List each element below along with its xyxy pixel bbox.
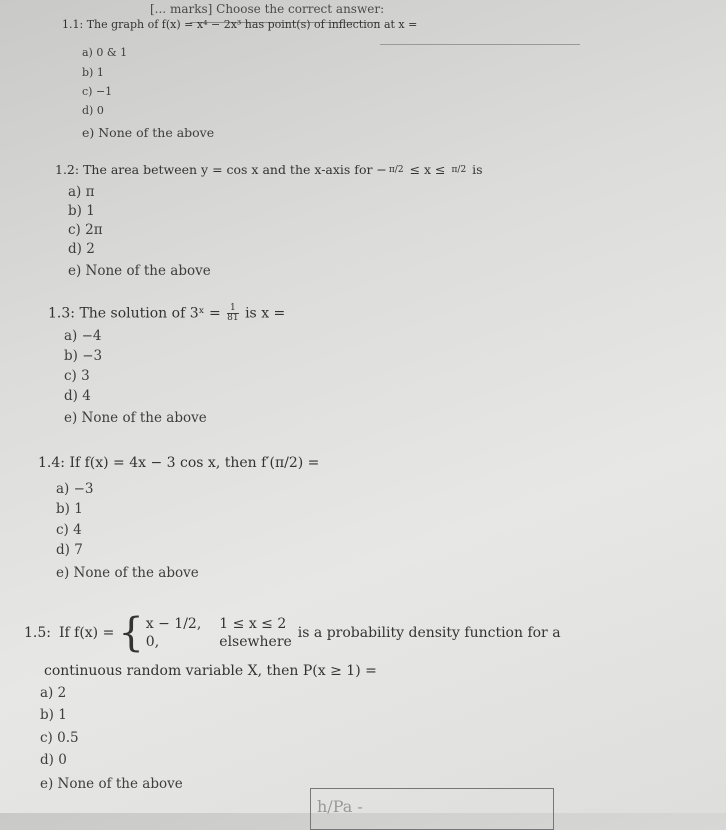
q5-option-e[interactable]: e) None of the above — [40, 776, 183, 792]
q3-option-d[interactable]: d) 4 — [64, 388, 91, 404]
question-text-end: is — [472, 162, 483, 177]
q4-option-d[interactable]: d) 7 — [56, 542, 83, 558]
question-number: 1.5: — [24, 625, 51, 641]
q5-option-d[interactable]: d) 0 — [40, 752, 67, 768]
fraction: π/2 — [388, 165, 404, 175]
q5-option-b[interactable]: b) 1 — [40, 707, 67, 723]
question-number: 1.4: — [38, 455, 65, 471]
case-1-condition: 1 ≤ x ≤ 2 — [219, 616, 287, 632]
q4-option-e[interactable]: e) None of the above — [56, 565, 199, 581]
question-1-4 — [38, 455, 319, 471]
q2-option-d[interactable]: d) 2 — [68, 241, 95, 257]
question-text: If f(x) = 4x − 3 cos x, then f′(π/2) = — [69, 455, 320, 471]
q2-option-e[interactable]: e) None of the above — [68, 263, 211, 279]
fraction-1-81: $\frac{1}{81}$ — [227, 303, 239, 323]
question-text: The graph of f(x) = x⁴ − 2x³ has point(s) of inflection at x = — [86, 18, 418, 31]
q1-option-c[interactable]: c) −1 — [82, 85, 113, 98]
q4-option-c[interactable]: c) 4 — [56, 522, 82, 538]
question-1-3 — [48, 304, 285, 323]
q3-option-a[interactable]: a) −4 — [64, 328, 102, 344]
q1-option-e[interactable]: e) None of the above — [82, 125, 215, 140]
section-header: [... marks] Choose the correct answer: — [150, 2, 385, 16]
question-1-5-line2: continuous random variable X, then P(x ≥ 1) = — [44, 663, 377, 679]
question-text: The solution of 3ˣ = — [79, 305, 221, 322]
question-number: 1.1: — [62, 18, 84, 31]
q3-option-e[interactable]: e) None of the above — [64, 410, 207, 426]
fraction: π/2 — [451, 165, 467, 175]
q5-option-c[interactable]: c) 0.5 — [40, 730, 79, 746]
question-text-cont: is a probability density function for a — [297, 625, 561, 641]
question-1-2 — [55, 162, 483, 177]
question-text-mid: ≤ x ≤ — [409, 162, 446, 177]
q1-option-b[interactable]: b) 1 — [82, 66, 104, 79]
answer-box[interactable] — [310, 788, 554, 830]
question-number: 1.2: — [55, 162, 80, 177]
q1-option-d[interactable]: d) 0 — [82, 104, 104, 117]
question-text: The area between y = cos x and the x-axis for − — [83, 162, 387, 177]
q2-option-a[interactable]: a) π — [68, 184, 95, 200]
question-text-end: is x = — [245, 305, 286, 322]
answer-box-text: h/Pa - — [317, 797, 363, 816]
case-2-condition: elsewhere — [219, 634, 292, 650]
question-1-1 — [62, 18, 417, 31]
case-1-expression: x − 1/2, — [145, 616, 202, 632]
q1-option-a[interactable]: a) 0 & 1 — [82, 46, 128, 59]
header-rule — [380, 44, 580, 45]
case-2-expression: 0, — [145, 634, 160, 650]
q5-option-a[interactable]: a) 2 — [40, 685, 67, 701]
q4-option-b[interactable]: b) 1 — [56, 501, 83, 517]
q2-option-b[interactable]: b) 1 — [68, 203, 95, 219]
q3-option-c[interactable]: c) 3 — [64, 368, 90, 384]
question-number: 1.3: — [48, 305, 75, 322]
q4-option-a[interactable]: a) −3 — [56, 481, 94, 497]
piecewise-brace: { — [118, 610, 144, 656]
question-1-5 — [24, 610, 561, 656]
q2-option-c[interactable]: c) 2π — [68, 222, 103, 238]
q3-option-b[interactable]: b) −3 — [64, 348, 103, 364]
piecewise-cases — [146, 616, 292, 650]
question-text: If f(x) = — [58, 625, 115, 641]
